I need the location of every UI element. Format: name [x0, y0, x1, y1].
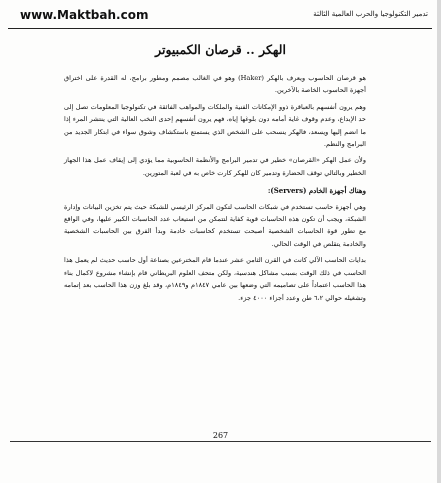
page-edge: [437, 0, 441, 483]
paragraph-3: ولأن عمل الهكر «القرصان» خطير في تدمير البرامج والأنظمة الحاسوبية مما يؤدي إلى إيقاف عمل هذا الجهاز الخطير وبالتالي توقف الحضارة وتدمير كان للهكر كارت خاص به في لعبة المتورين.: [64, 156, 366, 177]
paragraph-5: بدايات الحاسب الآلي كانت في القرن الثامن عشر عندما قام المخترعين بصناعة أول حاسب حديث لم يعمل هذا الحاسب في ذلك الوقت بسبب مشاكل هندسية، ولكن متحف العلوم البريطاني قام بإنشاء مشروع لاكمال بناء هذا الحاسب اعتماداً على تصاميمه التي وضعها بين عامي ١٨٤٧م و١٨٤٩م، وقد بلغ وزن هذا الحاسب بعد إتمامه وتشغيله حوالي ٦،٢ طن وعدد أجزاء ٤٠٠٠ جزء.: [64, 256, 366, 302]
footer-divider: [10, 441, 431, 442]
paragraph-4: وهي أجهزة حاسب تستخدم في شبكات الحاسب لتكون المركز الرئيسي للشبكة حيث يتم تخزين البيانات وإدارة الشبكة، ويجب أن تكون هذه الحاسبات قوية كفاية لتتمكن من استيعاب عدد الحاسبات الكبير عليها، وفي الواقع مع تطور قوة الحاسبات الشخصية أصبحت تستخدم كحاسبات خادمة وبدأ الفرق بين الحاسبات الشخصية والخادمة يتقلص في الوقت الحالي.: [64, 202, 366, 248]
section-subheading: وهناك أجهزة الخادم (Servers):: [267, 186, 366, 196]
paragraph-2: وهم يرون أنفسهم بالعباقرة ذوو الإمكانات الفنية والملكات والمواهب الفائقة في تكنولوجيا المعلومات تصل إلى حد الإبداع، وعدم وقوف غاية أمامه دون بلوغها إياه، فهم يرون أنفسهم إحدى النخب العالية التي ينتشر المرء إذا ما انضم إليها ويسعد، فالهكر ينسحب على الشخص الذي يستمتع باستكشاف وشوق سواء في ابتكار الجديد من البرامج والنظم.: [64, 102, 366, 149]
running-header: [8, 6, 432, 29]
chapter-title: الهكر .. قرصان الكمبيوتر: [155, 42, 286, 57]
body-text: [64, 72, 366, 308]
paragraph-1: هو قرصان الحاسوب ويعرف بالهكر (Haker) وهو في الغالب مصمم ومطور برامج، له القدرة على اختراق أجهزة الحاسوب الخاصة بالآخرين.: [64, 74, 366, 95]
site-url: www.Maktbah.com: [20, 8, 149, 22]
page-number: 267: [212, 431, 229, 440]
running-title: تدمير التكنولوجيا والحرب العالمية الثالثة: [313, 10, 428, 18]
